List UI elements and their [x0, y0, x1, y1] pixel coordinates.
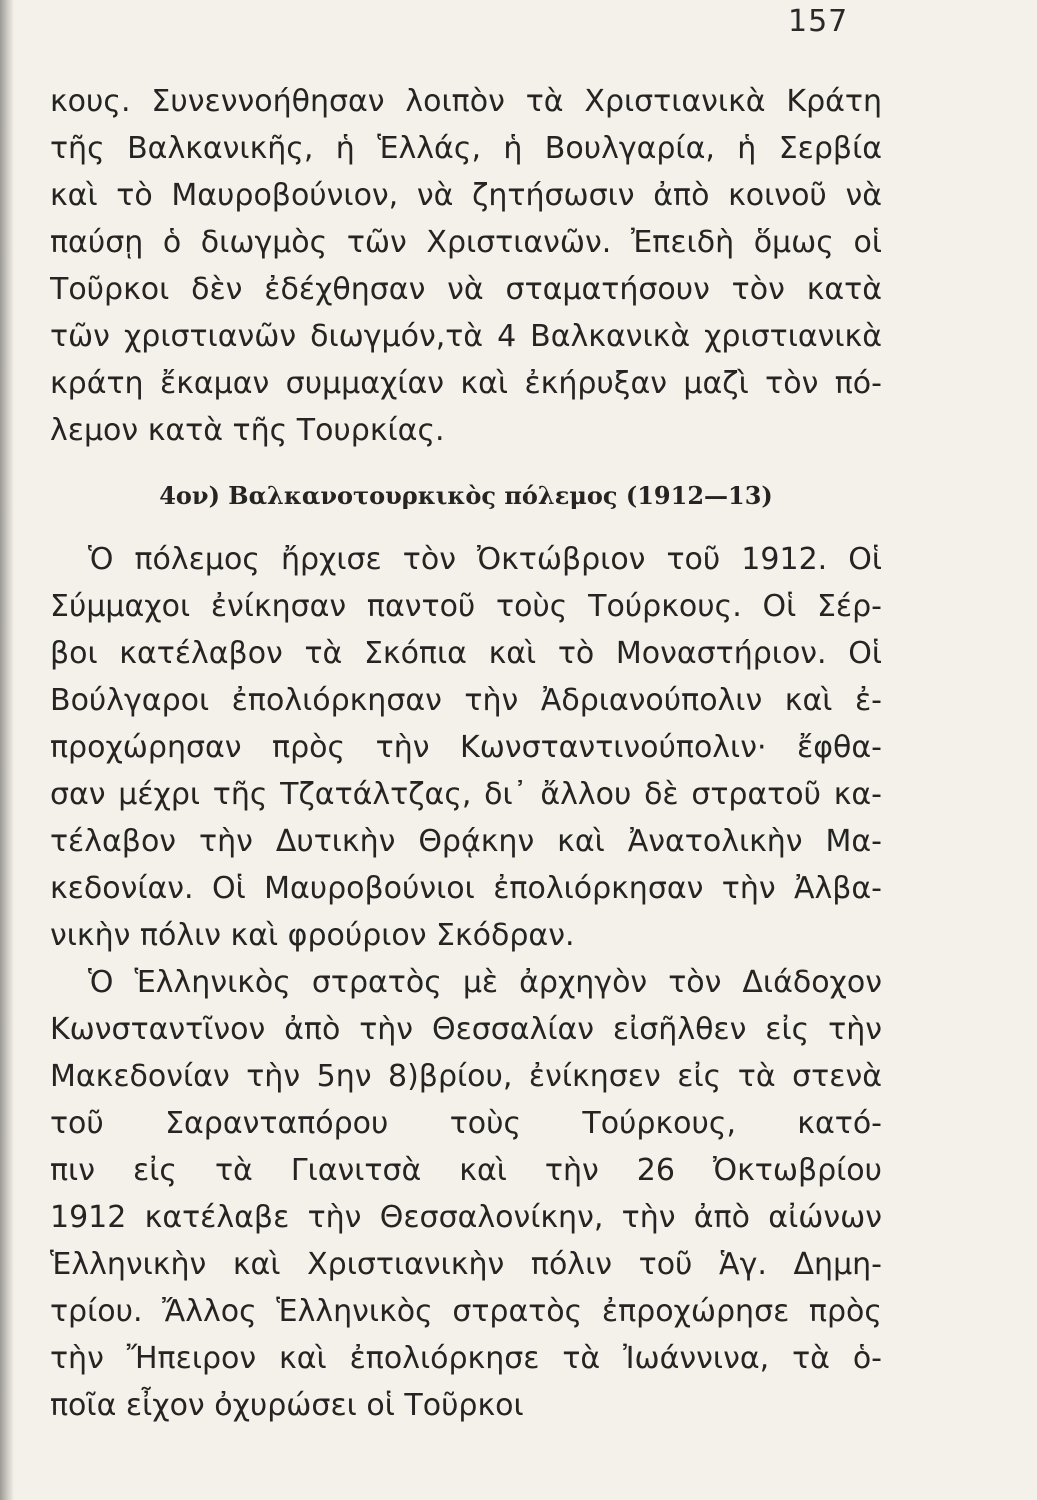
text-line: προχώρησαν πρὸς τὴν Κωνσταντινούπολιν· ἔφθα-	[50, 730, 882, 765]
text-line: Τοῦρκοι δὲν ἐδέχθησαν νὰ σταματήσουν τὸν κατὰ	[50, 272, 882, 307]
text-line: κεδονίαν. Οἱ Μαυροβούνιοι ἐπολιόρκησαν τὴν Ἀλβα-	[50, 871, 882, 906]
text-line: καὶ τὸ Μαυροβούνιον, νὰ ζητήσωσιν ἀπὸ κοινοῦ νὰ	[50, 178, 882, 213]
text-line: νικὴν πόλιν καὶ φρούριον Σκόδραν.	[50, 918, 575, 953]
text-line: παύσῃ ὁ διωγμὸς τῶν Χριστιανῶν. Ἐπειδὴ ὅμως οἱ	[50, 225, 882, 260]
text-line: τὴν Ἤπειρον καὶ ἐπολιόρκησε τὰ Ἰωάννινα, τὰ ὁ-	[50, 1341, 882, 1376]
text-line: Ὁ πόλεμος ἤρχισε τὸν Ὀκτώβριον τοῦ 1912. Οἱ	[88, 542, 882, 577]
text-line: λεμον κατὰ τῆς Τουρκίας.	[50, 413, 445, 448]
text-line: βοι κατέλαβον τὰ Σκόπια καὶ τὸ Μοναστήριον. Οἱ	[50, 636, 882, 671]
section-heading: 4ον) Βαλκανοτουρκικὸς πόλεμος (1912—13)	[159, 481, 773, 510]
text-line: 1912 κατέλαβε τὴν Θεσσαλονίκην, τὴν ἀπὸ αἰώνων	[50, 1200, 882, 1235]
text-line: Κωνσταντῖνον ἀπὸ τὴν Θεσσαλίαν εἰσῆλθεν εἰς τὴν	[50, 1012, 882, 1047]
text-line: Μακεδονίαν τὴν 5ην 8)βρίου, ἐνίκησεν εἰς τὰ στενὰ	[50, 1059, 882, 1094]
text-line: Βούλγαροι ἐπολιόρκησαν τὴν Ἀδριανούπολιν καὶ ἐ-	[50, 683, 882, 718]
text-line: τῆς Βαλκανικῆς, ἡ Ἑλλάς, ἡ Βουλγαρία, ἡ Σερβία	[50, 131, 882, 166]
text-line: τέλαβον τὴν Δυτικὴν Θρᾴκην καὶ Ἀνατολικὴν Μα-	[50, 824, 882, 859]
text-line: κράτη ἔκαμαν συμμαχίαν καὶ ἐκήρυξαν μαζὶ τὸν πό-	[50, 366, 882, 401]
text-line: τρίου. Ἄλλος Ἑλληνικὸς στρατὸς ἐπροχώρησε πρὸς	[50, 1294, 882, 1329]
text-line: σαν μέχρι τῆς Τζατάλτζας, δι᾽ ἄλλου δὲ στρατοῦ κα-	[50, 777, 882, 812]
text-line: κους. Συνεννοήθησαν λοιπὸν τὰ Χριστιανικὰ Κράτη	[50, 84, 882, 119]
text-line: τῶν χριστιανῶν διωγμόν,τὰ 4 Βαλκανικὰ χριστιανικὰ	[50, 319, 882, 354]
text-line: ποῖα εἶχον ὀχυρώσει οἱ Τοῦρκοι	[50, 1388, 524, 1423]
text-line: Ἑλληνικὴν καὶ Χριστιανικὴν πόλιν τοῦ Ἁγ. Δημη-	[50, 1247, 882, 1282]
text-line: Σύμμαχοι ἐνίκησαν παντοῦ τοὺς Τούρκους. Οἱ Σέρ-	[50, 589, 882, 624]
page-binding-shadow	[0, 0, 14, 1500]
text-line: πιν εἰς τὰ Γιανιτσὰ καὶ τὴν 26 Ὀκτωβρίου	[50, 1153, 882, 1188]
text-line: τοῦ Σαρανταπόρου τοὺς Τούρκους, κατό-	[50, 1106, 882, 1141]
text-line: Ὁ Ἑλληνικὸς στρατὸς μὲ ἀρχηγὸν τὸν Διάδοχον	[88, 965, 882, 1000]
page-number: 157	[788, 4, 849, 39]
